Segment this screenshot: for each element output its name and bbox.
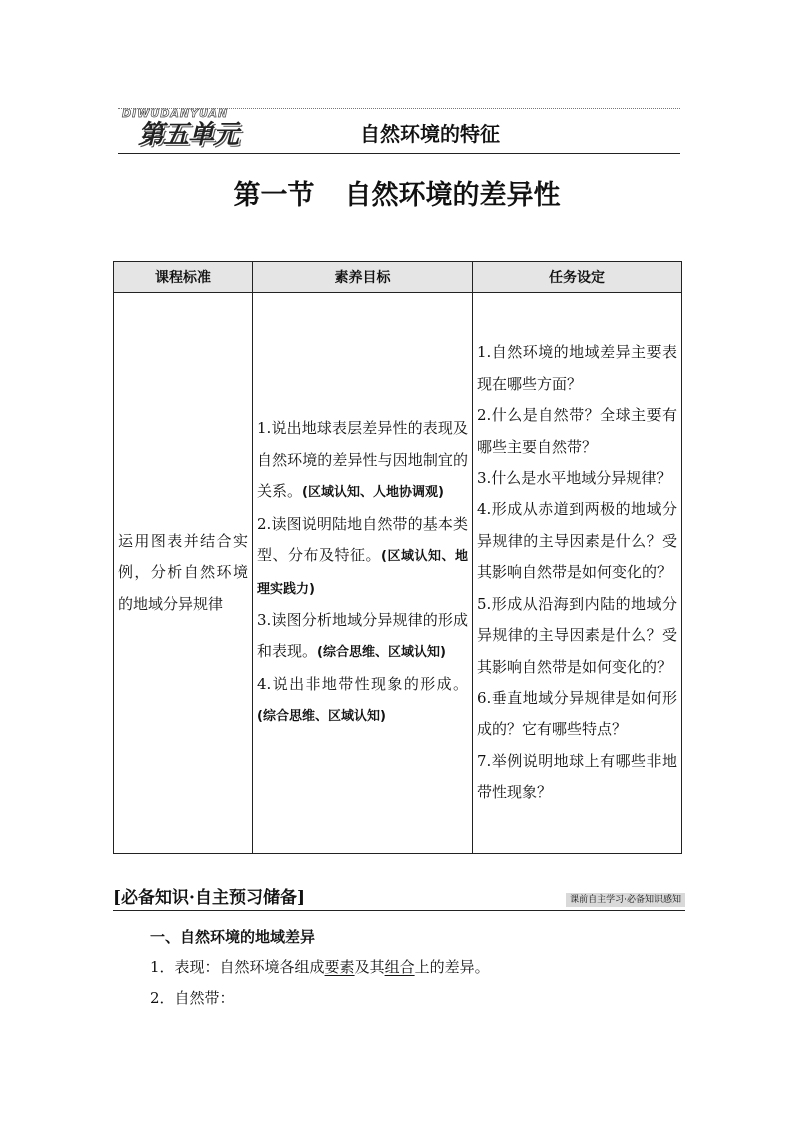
task-item: 3.什么是水平地域分异规律？	[477, 469, 672, 488]
knowledge-title: [必备知识·自主预习储备]	[113, 888, 306, 908]
task-item: 4.形成从赤道到两极的地域分异规律的主导因素是什么？受其影响自然带是如何变化的？	[477, 500, 677, 582]
blank-answer: 组合	[384, 958, 415, 976]
task-item: 6.垂直地域分异规律是如何形成的？它有哪些特点？	[477, 688, 677, 739]
goal-item: 3.读图分析地域分异规律的形成和表现。(综合思维、区域认知)	[257, 610, 468, 661]
knowledge-item-1: 1．表现：自然环境各组成要素及其组合上的差异。	[150, 958, 490, 976]
tasks-cell	[473, 293, 682, 854]
table-header-row	[114, 262, 682, 293]
knowledge-item-2: 2．自然带：	[150, 989, 235, 1007]
header-goals: 素养目标	[253, 262, 473, 293]
subsection-heading: 一、自然环境的地域差异	[150, 928, 316, 946]
goal-item: 2.读图说明陆地自然带的基本类型、分布及特征。(区域认知、地理实践力)	[257, 514, 468, 597]
section-title	[0, 178, 794, 214]
knowledge-rule	[113, 910, 685, 911]
goals-cell	[253, 293, 473, 854]
section-name: 自然环境的差异性	[344, 180, 561, 211]
table-row	[114, 293, 682, 854]
goals-list	[253, 413, 472, 732]
knowledge-tag: 课前自主学习·必备知识感知	[566, 893, 685, 907]
unit-label: 第五单元	[138, 120, 239, 150]
unit-pinyin: DIWUDANYUAN	[122, 107, 229, 120]
header-rule	[118, 153, 680, 154]
header-standard: 课程标准	[114, 262, 253, 293]
unit-title: 自然环境的特征	[360, 122, 500, 146]
standard-text: 运用图表并结合实例，分析自然环境的地域分异规律	[118, 531, 248, 613]
blank-answer: 要素	[324, 958, 355, 976]
goal-item: 4.说出非地带性现象的形成。(综合思维、区域认知)	[257, 674, 468, 725]
task-item: 1.自然环境的地域差异主要表现在哪些方面？	[477, 343, 677, 393]
standard-cell	[114, 293, 253, 854]
task-item: 5.形成从沿海到内陆的地域分异规律的主导因素是什么？受其影响自然带是如何变化的？	[477, 594, 677, 676]
section-number: 第一节	[233, 180, 315, 211]
knowledge-section-header	[113, 885, 685, 911]
task-item: 2.什么是自然带？全球主要有哪些主要自然带？	[477, 406, 677, 456]
tasks-list	[473, 337, 681, 808]
task-item: 7.举例说明地球上有哪些非地带性现象？	[477, 751, 677, 802]
unit-header	[118, 108, 680, 156]
goal-item: 1.说出地球表层差异性的表现及自然环境的差异性与因地制宜的关系。(区域认知、人地协调观)	[257, 419, 468, 501]
header-tasks: 任务设定	[473, 262, 682, 293]
curriculum-table	[113, 261, 682, 854]
